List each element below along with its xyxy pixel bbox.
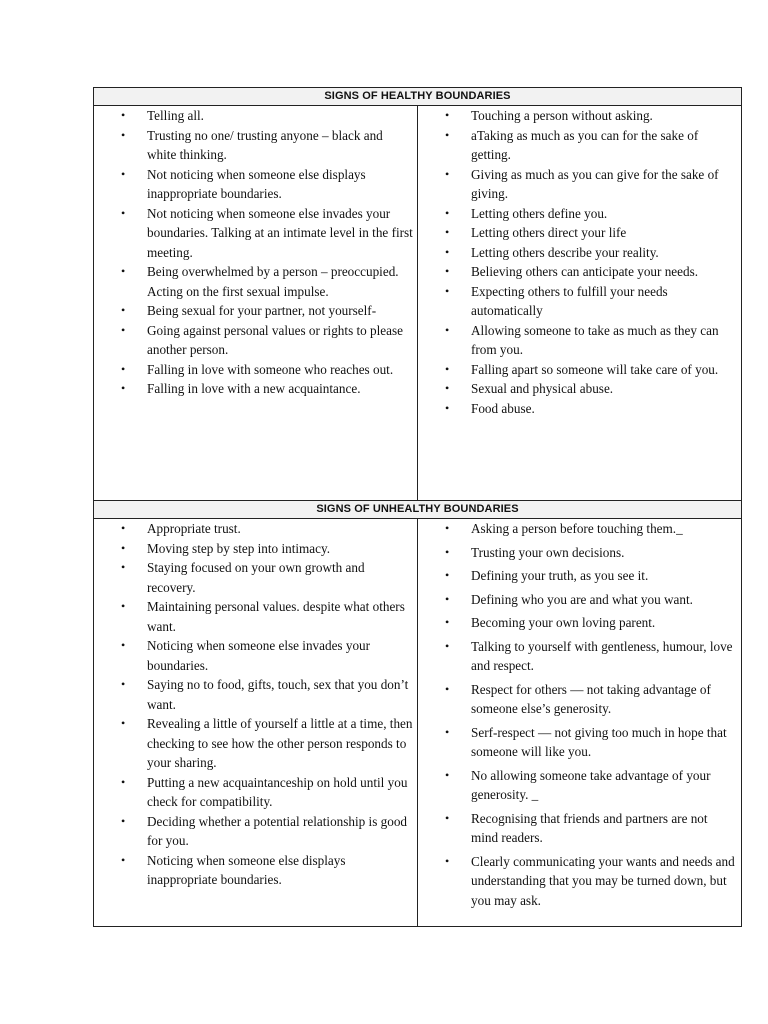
list-item: • Saying no to food, gifts, touch, sex that you don’t want.: [94, 675, 413, 714]
list-item: • Letting others direct your life: [418, 223, 737, 243]
list-item: • Putting a new acquaintanceship on hold until you check for compatibility.: [94, 773, 413, 812]
list-item: • Not noticing when someone else invades your boundaries. Talking at an intimate level in the first meeting.: [94, 204, 413, 263]
list-item: • Falling in love with a new acquaintance.: [94, 379, 413, 399]
list-item: • Recognising that friends and partners are not mind readers.: [418, 809, 737, 848]
list-item: • Maintaining personal values. despite what others want.: [94, 597, 413, 636]
list-item: • Falling apart so someone will take care of you.: [418, 360, 737, 380]
list-item: • Trusting your own decisions.: [418, 543, 737, 563]
section-title-unhealthy: SIGNS OF UNHEALTHY BOUNDARIES: [94, 501, 742, 519]
healthy-right-column: [418, 106, 742, 501]
list-item: • Defining your truth, as you see it.: [418, 566, 737, 586]
list-item: • Expecting others to fulfill your needs automatically: [418, 282, 737, 321]
section-body-row: [94, 519, 742, 927]
list-item: • Trusting no one/ trusting anyone – black and white thinking.: [94, 126, 413, 165]
list-item: • Deciding whether a potential relationship is good for you.: [94, 812, 413, 851]
list-item: • Sexual and physical abuse.: [418, 379, 737, 399]
list-item: • Revealing a little of yourself a little at a time, then checking to see how the other person responds to your sharing.: [94, 714, 413, 773]
list-item: • Allowing someone to take as much as they can from you.: [418, 321, 737, 360]
unhealthy-left-column: [94, 519, 418, 927]
healthy-right-list: [418, 106, 741, 418]
list-item: • Noticing when someone else displays inappropriate boundaries.: [94, 851, 413, 890]
list-item: • Clearly communicating your wants and needs and understanding that you may be turned down, but you may ask.: [418, 852, 737, 911]
list-item: • Letting others describe your reality.: [418, 243, 737, 263]
list-item: • Telling all.: [94, 106, 413, 126]
unhealthy-right-column: [418, 519, 742, 927]
list-item: • Respect for others — not taking advantage of someone else’s generosity.: [418, 680, 737, 719]
list-item: • Being overwhelmed by a person – preoccupied. Acting on the first sexual impulse.: [94, 262, 413, 301]
list-item: • Becoming your own loving parent.: [418, 613, 737, 633]
section-header-row: [94, 88, 742, 106]
list-item: • Letting others define you.: [418, 204, 737, 224]
list-item: • Asking a person before touching them._: [418, 519, 737, 539]
list-item: • Falling in love with someone who reaches out.: [94, 360, 413, 380]
list-item: • Not noticing when someone else displays inappropriate boundaries.: [94, 165, 413, 204]
list-item: • Defining who you are and what you want.: [418, 590, 737, 610]
boundaries-table: [93, 87, 742, 927]
section-header-row: [94, 501, 742, 519]
list-item: • Moving step by step into intimacy.: [94, 539, 413, 559]
list-item: • Staying focused on your own growth and recovery.: [94, 558, 413, 597]
list-item: • Talking to yourself with gentleness, humour, love and respect.: [418, 637, 737, 676]
list-item: • Noticing when someone else invades your boundaries.: [94, 636, 413, 675]
healthy-left-list: [94, 106, 417, 399]
list-item: • Giving as much as you can give for the sake of giving.: [418, 165, 737, 204]
section-body-row: [94, 106, 742, 501]
section-title-healthy: SIGNS OF HEALTHY BOUNDARIES: [94, 88, 742, 106]
list-item: • Being sexual for your partner, not yourself-: [94, 301, 413, 321]
list-item: • No allowing someone take advantage of your generosity. _: [418, 766, 737, 805]
list-item: • Serf-respect — not giving too much in hope that someone will like you.: [418, 723, 737, 762]
list-item: • Food abuse.: [418, 399, 737, 419]
list-item: • Believing others can anticipate your needs.: [418, 262, 737, 282]
list-item: • Going against personal values or rights to please another person.: [94, 321, 413, 360]
unhealthy-left-list: [94, 519, 417, 890]
list-item: • Touching a person without asking.: [418, 106, 737, 126]
list-item: • aTaking as much as you can for the sake of getting.: [418, 126, 737, 165]
unhealthy-right-list: [418, 519, 741, 910]
healthy-left-column: [94, 106, 418, 501]
list-item: • Appropriate trust.: [94, 519, 413, 539]
